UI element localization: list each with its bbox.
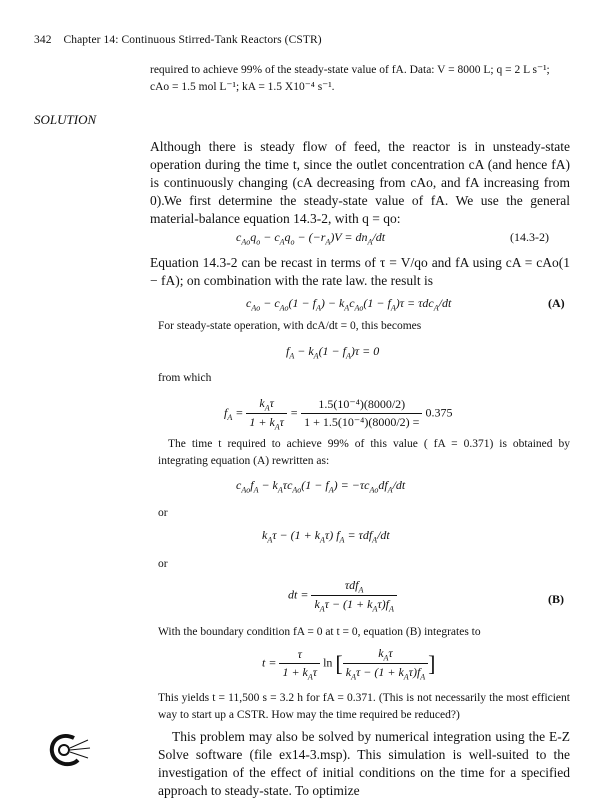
paragraph-6: The time t required to achieve 99% of this value ( fA = 0.371) is obtained by integrating equation (A) rewritten as:: [158, 438, 570, 467]
chapter-title: Chapter 14: Continuous Stirred-Tank Reactors (CSTR): [63, 34, 322, 46]
paragraph-9: This problem may also be solved by numerical integration using the E-Z Solve software (file ex14-3.msp). This simulation is well-suited to the investigation of the effect of initial conditions on the time for a specified approach to steady-state. To optimize: [158, 729, 570, 798]
equation-integrated: t = $\frac{\tau}{1 + k_A\tau}$ ln [ $\frac{k_A\tau}{k_A\tau - (1 + k_A\tau)f_A}$ ]: [262, 646, 436, 682]
problem-line-1: required to achieve 99% of the steady-state value of fA. Data: V = 8000 L; q = 2 L s⁻¹;: [150, 64, 550, 76]
solution-heading: SOLUTION: [34, 112, 97, 127]
paragraph-7: With the boundary condition fA = 0 at t = 0, equation (B) integrates to: [158, 626, 481, 638]
running-header: [34, 34, 322, 46]
equation-rewritten: $c_{Ao}f_A - k_A\tau c_{Ao}(1 - f_A) = -\tau c_{Ao}df_A/dt$: [236, 478, 406, 495]
paragraph-3: Equation 14.3-2 can be recast in terms of τ = V/qo and fA using cA = cAo(1 − fA); on combination with the rate law. the result is: [150, 255, 570, 288]
fa-denominator-value: 1 + 1.5(10⁻⁴)(8000/2) =: [301, 413, 422, 430]
ez-solve-software-icon: [44, 728, 94, 777]
equation-a-label: (A): [548, 296, 565, 310]
or-1: or: [158, 507, 168, 519]
fa-result-value: 0.375: [425, 405, 453, 420]
equation-simplified: $k_A\tau - (1 + k_A\tau) f_A = \tau df_A/dt$: [262, 528, 390, 545]
equation-a: $c_{Ao} - c_{Ao}(1 - f_A) - k_Ac_{Ao}(1 - f_A)\tau = \tau dc_A/dt$: [246, 296, 452, 313]
or-2: or: [158, 558, 168, 570]
paragraph-2: We first determine the steady-state value of fA. We use the general material-balance equation 14.3-2, with q = qo:: [150, 193, 570, 226]
problem-line-2: cAo = 1.5 mol L⁻¹; kA = 1.5 X10⁻⁴ s⁻¹.: [150, 81, 335, 93]
paragraph-8: This yields t = 11,500 s = 3.2 h for fA = 0.371. (This is not necessarily the most efficient way to start up a CSTR. How may the time required be reduced?): [158, 692, 570, 721]
equation-b-label: (B): [548, 592, 564, 606]
equation-14-3-2-label: (14.3-2): [510, 230, 549, 244]
fa-numerator-value: 1.5(10⁻⁴)(8000/2): [318, 397, 406, 412]
paragraph-5: from which: [158, 372, 212, 384]
equation-b: dt = $\frac{\tau df_A}{k_A\tau - (1 + k_A\tau)f_A}$: [288, 578, 397, 614]
equation-fa-result: $f_A$ = $\frac{k_A\tau}{1 + k_A\tau}$ = $\frac{\text{1.5(10⁻⁴)(8000/2)}}{\text{1 + 1.5(10⁻⁴)(8000/2) =}}$ 0.375: [224, 396, 453, 432]
equation-14-3-2: $c_{Ao}q_o - c_Aq_o - (-r_A)V = dn_A/dt$: [236, 230, 386, 247]
equation-steady-state: $f_A - k_A(1 - f_A)\tau = 0$: [286, 344, 380, 361]
problem-statement: [150, 62, 570, 96]
paragraph-1: Although there is steady flow of feed, the reactor is in unsteady-state operation during the time t, since the outlet concentration cA (and hence fA) is continuously changing (cA decreasing from cAo, and fA increasing from 0).: [150, 139, 570, 208]
page-number: 342: [34, 34, 52, 46]
paragraph-4: For steady-state operation, with dcA/dt = 0, this becomes: [158, 320, 422, 332]
